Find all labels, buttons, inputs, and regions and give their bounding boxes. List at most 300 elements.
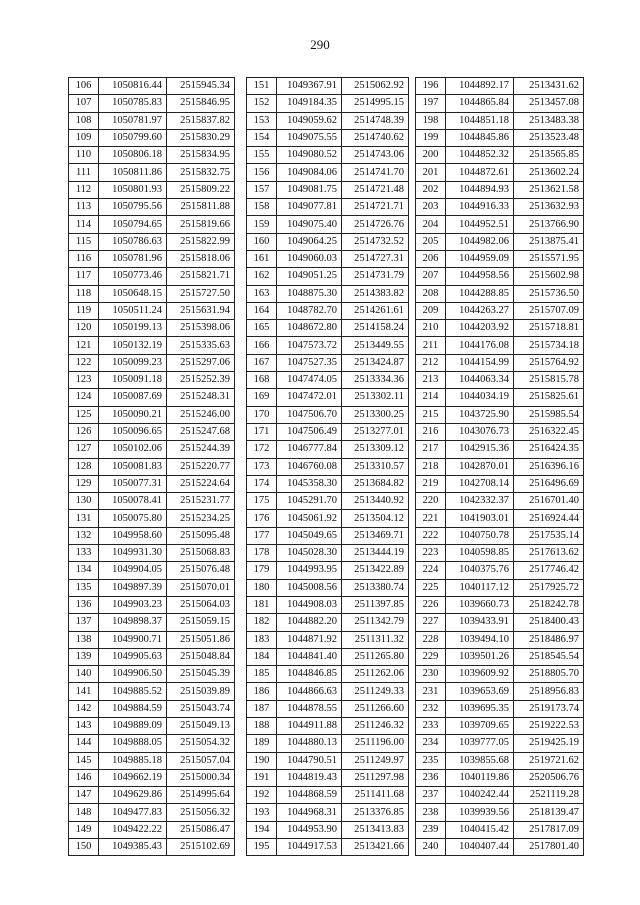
- table-row: [247, 406, 409, 423]
- y-coordinate-cell: 2513424.87: [342, 354, 409, 371]
- point-number-cell: 178: [247, 545, 277, 562]
- y-coordinate-cell: 2513444.19: [342, 545, 409, 562]
- y-coordinate-cell: 2515039.89: [167, 683, 235, 700]
- point-number-cell: 118: [69, 285, 99, 302]
- x-coordinate-cell: 1049885.18: [99, 752, 167, 769]
- y-coordinate-cell: 2519222.53: [514, 717, 584, 734]
- x-coordinate-cell: 1050081.83: [99, 458, 167, 475]
- y-coordinate-cell: 2515631.94: [167, 302, 235, 319]
- x-coordinate-cell: 1049367.91: [277, 78, 342, 95]
- point-number-cell: 221: [416, 510, 446, 527]
- x-coordinate-cell: 1044882.20: [277, 614, 342, 631]
- table-row: [69, 821, 235, 838]
- y-coordinate-cell: 2516424.35: [514, 441, 584, 458]
- y-coordinate-cell: 2515102.69: [167, 839, 235, 856]
- table-row: [247, 441, 409, 458]
- y-coordinate-cell: 2515059.15: [167, 614, 235, 631]
- table-row: [69, 579, 235, 596]
- y-coordinate-cell: 2515571.95: [514, 250, 584, 267]
- point-number-cell: 223: [416, 545, 446, 562]
- x-coordinate-cell: 1049080.52: [277, 147, 342, 164]
- x-coordinate-cell: 1039494.10: [446, 631, 514, 648]
- table-row: [416, 596, 584, 613]
- y-coordinate-cell: 2516924.44: [514, 510, 584, 527]
- table-row: [416, 700, 584, 717]
- y-coordinate-cell: 2521119.28: [514, 787, 584, 804]
- point-number-cell: 153: [247, 112, 277, 129]
- x-coordinate-cell: 1049888.05: [99, 735, 167, 752]
- x-coordinate-cell: 1050795.56: [99, 199, 167, 216]
- point-number-cell: 155: [247, 147, 277, 164]
- y-coordinate-cell: 2515819.66: [167, 216, 235, 233]
- x-coordinate-cell: 1050806.18: [99, 147, 167, 164]
- table-row: [416, 233, 584, 250]
- point-number-cell: 116: [69, 250, 99, 267]
- y-coordinate-cell: 2511196.00: [342, 735, 409, 752]
- table-row: [69, 147, 235, 164]
- point-number-cell: 229: [416, 648, 446, 665]
- table-row: [69, 129, 235, 146]
- table-row: [416, 735, 584, 752]
- y-coordinate-cell: 2513277.01: [342, 423, 409, 440]
- point-number-cell: 175: [247, 493, 277, 510]
- table-row: [247, 821, 409, 838]
- y-coordinate-cell: 2515727.50: [167, 285, 235, 302]
- table-row: [416, 147, 584, 164]
- x-coordinate-cell: 1047527.35: [277, 354, 342, 371]
- table-row: [69, 493, 235, 510]
- y-coordinate-cell: 2513413.83: [342, 821, 409, 838]
- y-coordinate-cell: 2513602.24: [514, 164, 584, 181]
- coordinates-table-left: [68, 77, 235, 856]
- y-coordinate-cell: 2514158.24: [342, 320, 409, 337]
- y-coordinate-cell: 2513469.71: [342, 527, 409, 544]
- point-number-cell: 238: [416, 804, 446, 821]
- point-number-cell: 127: [69, 441, 99, 458]
- x-coordinate-cell: 1047474.05: [277, 372, 342, 389]
- table-row: [247, 683, 409, 700]
- x-coordinate-cell: 1050785.83: [99, 95, 167, 112]
- y-coordinate-cell: 2511262.06: [342, 666, 409, 683]
- point-number-cell: 176: [247, 510, 277, 527]
- x-coordinate-cell: 1049422.22: [99, 821, 167, 838]
- y-coordinate-cell: 2513431.62: [514, 78, 584, 95]
- y-coordinate-cell: 2515818.06: [167, 250, 235, 267]
- point-number-cell: 193: [247, 804, 277, 821]
- y-coordinate-cell: 2515068.83: [167, 545, 235, 562]
- point-number-cell: 172: [247, 441, 277, 458]
- y-coordinate-cell: 2517925.72: [514, 579, 584, 596]
- point-number-cell: 150: [69, 839, 99, 856]
- point-number-cell: 136: [69, 596, 99, 613]
- point-number-cell: 188: [247, 717, 277, 734]
- table-row: [416, 510, 584, 527]
- x-coordinate-cell: 1047506.49: [277, 423, 342, 440]
- x-coordinate-cell: 1044063.34: [446, 372, 514, 389]
- table-row: [69, 596, 235, 613]
- x-coordinate-cell: 1044845.86: [446, 129, 514, 146]
- table-row: [247, 129, 409, 146]
- y-coordinate-cell: 2515945.34: [167, 78, 235, 95]
- table-row: [69, 510, 235, 527]
- x-coordinate-cell: 1039660.73: [446, 596, 514, 613]
- y-coordinate-cell: 2514383.82: [342, 285, 409, 302]
- y-coordinate-cell: 2515718.81: [514, 320, 584, 337]
- table-row: [247, 579, 409, 596]
- x-coordinate-cell: 1050781.96: [99, 250, 167, 267]
- x-coordinate-cell: 1044878.55: [277, 700, 342, 717]
- y-coordinate-cell: 2515043.74: [167, 700, 235, 717]
- table-row: [69, 735, 235, 752]
- x-coordinate-cell: 1044034.19: [446, 389, 514, 406]
- point-number-cell: 145: [69, 752, 99, 769]
- table-row: [247, 735, 409, 752]
- point-number-cell: 216: [416, 423, 446, 440]
- x-coordinate-cell: 1040750.78: [446, 527, 514, 544]
- table-row: [247, 216, 409, 233]
- y-coordinate-cell: 2515064.03: [167, 596, 235, 613]
- y-coordinate-cell: 2515830.29: [167, 129, 235, 146]
- x-coordinate-cell: 1048672.80: [277, 320, 342, 337]
- x-coordinate-cell: 1040119.86: [446, 769, 514, 786]
- table-row: [247, 475, 409, 492]
- table-row: [69, 406, 235, 423]
- table-row: [247, 78, 409, 95]
- y-coordinate-cell: 2515815.78: [514, 372, 584, 389]
- y-coordinate-cell: 2515602.98: [514, 268, 584, 285]
- table-row: [69, 389, 235, 406]
- x-coordinate-cell: 1044982.06: [446, 233, 514, 250]
- x-coordinate-cell: 1049900.71: [99, 631, 167, 648]
- x-coordinate-cell: 1044871.92: [277, 631, 342, 648]
- table-row: [247, 95, 409, 112]
- x-coordinate-cell: 1044846.85: [277, 666, 342, 683]
- table-row: [247, 389, 409, 406]
- table-row: [416, 545, 584, 562]
- point-number-cell: 158: [247, 199, 277, 216]
- point-number-cell: 197: [416, 95, 446, 112]
- y-coordinate-cell: 2515252.39: [167, 372, 235, 389]
- point-number-cell: 114: [69, 216, 99, 233]
- x-coordinate-cell: 1050132.19: [99, 337, 167, 354]
- point-number-cell: 132: [69, 527, 99, 544]
- point-number-cell: 215: [416, 406, 446, 423]
- point-number-cell: 147: [69, 787, 99, 804]
- x-coordinate-cell: 1050811.86: [99, 164, 167, 181]
- point-number-cell: 219: [416, 475, 446, 492]
- table-row: [416, 666, 584, 683]
- point-number-cell: 186: [247, 683, 277, 700]
- point-number-cell: 124: [69, 389, 99, 406]
- y-coordinate-cell: 2511342.79: [342, 614, 409, 631]
- table-row: [247, 769, 409, 786]
- point-number-cell: 234: [416, 735, 446, 752]
- x-coordinate-cell: 1049059.62: [277, 112, 342, 129]
- x-coordinate-cell: 1044908.03: [277, 596, 342, 613]
- point-number-cell: 240: [416, 839, 446, 856]
- table-row: [247, 164, 409, 181]
- x-coordinate-cell: 1049477.83: [99, 804, 167, 821]
- point-number-cell: 134: [69, 562, 99, 579]
- x-coordinate-cell: 1050102.06: [99, 441, 167, 458]
- point-number-cell: 113: [69, 199, 99, 216]
- y-coordinate-cell: 2515045.39: [167, 666, 235, 683]
- point-number-cell: 133: [69, 545, 99, 562]
- point-number-cell: 126: [69, 423, 99, 440]
- point-number-cell: 115: [69, 233, 99, 250]
- table-row: [416, 717, 584, 734]
- y-coordinate-cell: 2515811.88: [167, 199, 235, 216]
- point-number-cell: 231: [416, 683, 446, 700]
- x-coordinate-cell: 1050091.18: [99, 372, 167, 389]
- point-number-cell: 163: [247, 285, 277, 302]
- table-row: [247, 839, 409, 856]
- table-row: [69, 164, 235, 181]
- y-coordinate-cell: 2513422.89: [342, 562, 409, 579]
- point-number-cell: 138: [69, 631, 99, 648]
- point-number-cell: 137: [69, 614, 99, 631]
- table-row: [247, 147, 409, 164]
- point-number-cell: 143: [69, 717, 99, 734]
- y-coordinate-cell: 2515246.00: [167, 406, 235, 423]
- y-coordinate-cell: 2517817.09: [514, 821, 584, 838]
- y-coordinate-cell: 2514721.71: [342, 199, 409, 216]
- table-row: [69, 320, 235, 337]
- y-coordinate-cell: 2513302.11: [342, 389, 409, 406]
- table-row: [69, 614, 235, 631]
- table-row: [416, 354, 584, 371]
- y-coordinate-cell: 2515048.84: [167, 648, 235, 665]
- y-coordinate-cell: 2519173.74: [514, 700, 584, 717]
- y-coordinate-cell: 2514743.06: [342, 147, 409, 164]
- y-coordinate-cell: 2514731.79: [342, 268, 409, 285]
- table-row: [416, 112, 584, 129]
- x-coordinate-cell: 1042332.37: [446, 493, 514, 510]
- table-row: [416, 95, 584, 112]
- x-coordinate-cell: 1049629.86: [99, 787, 167, 804]
- y-coordinate-cell: 2513300.25: [342, 406, 409, 423]
- coordinates-table-right: [415, 77, 584, 856]
- point-number-cell: 199: [416, 129, 446, 146]
- point-number-cell: 187: [247, 700, 277, 717]
- table-row: [416, 302, 584, 319]
- table-row: [69, 475, 235, 492]
- x-coordinate-cell: 1049075.40: [277, 216, 342, 233]
- y-coordinate-cell: 2515054.32: [167, 735, 235, 752]
- x-coordinate-cell: 1041903.01: [446, 510, 514, 527]
- x-coordinate-cell: 1044868.59: [277, 787, 342, 804]
- point-number-cell: 121: [69, 337, 99, 354]
- x-coordinate-cell: 1042708.14: [446, 475, 514, 492]
- y-coordinate-cell: 2515837.82: [167, 112, 235, 129]
- point-number-cell: 146: [69, 769, 99, 786]
- y-coordinate-cell: 2513875.41: [514, 233, 584, 250]
- point-number-cell: 110: [69, 147, 99, 164]
- x-coordinate-cell: 1049064.25: [277, 233, 342, 250]
- y-coordinate-cell: 2519721.62: [514, 752, 584, 769]
- y-coordinate-cell: 2515051.86: [167, 631, 235, 648]
- x-coordinate-cell: 1040598.85: [446, 545, 514, 562]
- y-coordinate-cell: 2511311.32: [342, 631, 409, 648]
- table-row: [247, 112, 409, 129]
- point-number-cell: 237: [416, 787, 446, 804]
- table-row: [247, 458, 409, 475]
- x-coordinate-cell: 1049060.03: [277, 250, 342, 267]
- y-coordinate-cell: 2515834.95: [167, 147, 235, 164]
- x-coordinate-cell: 1050648.15: [99, 285, 167, 302]
- x-coordinate-cell: 1050794.65: [99, 216, 167, 233]
- x-coordinate-cell: 1044866.63: [277, 683, 342, 700]
- point-number-cell: 179: [247, 562, 277, 579]
- table-row: [416, 78, 584, 95]
- table-row: [247, 181, 409, 198]
- x-coordinate-cell: 1046777.84: [277, 441, 342, 458]
- table-row: [69, 441, 235, 458]
- x-coordinate-cell: 1045358.30: [277, 475, 342, 492]
- point-number-cell: 207: [416, 268, 446, 285]
- point-number-cell: 217: [416, 441, 446, 458]
- x-coordinate-cell: 1049662.19: [99, 769, 167, 786]
- point-number-cell: 220: [416, 493, 446, 510]
- point-number-cell: 140: [69, 666, 99, 683]
- table-row: [247, 804, 409, 821]
- y-coordinate-cell: 2513523.48: [514, 129, 584, 146]
- point-number-cell: 129: [69, 475, 99, 492]
- y-coordinate-cell: 2514748.39: [342, 112, 409, 129]
- point-number-cell: 225: [416, 579, 446, 596]
- point-number-cell: 130: [69, 493, 99, 510]
- point-number-cell: 224: [416, 562, 446, 579]
- y-coordinate-cell: 2511266.60: [342, 700, 409, 717]
- point-number-cell: 204: [416, 216, 446, 233]
- x-coordinate-cell: 1050786.63: [99, 233, 167, 250]
- x-coordinate-cell: 1049958.60: [99, 527, 167, 544]
- table-row: [247, 527, 409, 544]
- x-coordinate-cell: 1047573.72: [277, 337, 342, 354]
- y-coordinate-cell: 2513483.38: [514, 112, 584, 129]
- x-coordinate-cell: 1045061.92: [277, 510, 342, 527]
- x-coordinate-cell: 1044865.84: [446, 95, 514, 112]
- y-coordinate-cell: 2513766.90: [514, 216, 584, 233]
- table-row: [247, 250, 409, 267]
- x-coordinate-cell: 1040242.44: [446, 787, 514, 804]
- y-coordinate-cell: 2515056.32: [167, 804, 235, 821]
- table-row: [69, 372, 235, 389]
- x-coordinate-cell: 1044968.31: [277, 804, 342, 821]
- point-number-cell: 181: [247, 596, 277, 613]
- point-number-cell: 168: [247, 372, 277, 389]
- x-coordinate-cell: 1044959.09: [446, 250, 514, 267]
- point-number-cell: 195: [247, 839, 277, 856]
- table-row: [247, 614, 409, 631]
- x-coordinate-cell: 1049905.63: [99, 648, 167, 665]
- x-coordinate-cell: 1040117.12: [446, 579, 514, 596]
- y-coordinate-cell: 2518545.54: [514, 648, 584, 665]
- x-coordinate-cell: 1044203.92: [446, 320, 514, 337]
- point-number-cell: 177: [247, 527, 277, 544]
- point-number-cell: 200: [416, 147, 446, 164]
- x-coordinate-cell: 1044852.32: [446, 147, 514, 164]
- point-number-cell: 125: [69, 406, 99, 423]
- y-coordinate-cell: 2511249.33: [342, 683, 409, 700]
- y-coordinate-cell: 2514726.76: [342, 216, 409, 233]
- y-coordinate-cell: 2515086.47: [167, 821, 235, 838]
- y-coordinate-cell: 2515846.95: [167, 95, 235, 112]
- y-coordinate-cell: 2513310.57: [342, 458, 409, 475]
- y-coordinate-cell: 2518400.43: [514, 614, 584, 631]
- x-coordinate-cell: 1044819.43: [277, 769, 342, 786]
- point-number-cell: 208: [416, 285, 446, 302]
- x-coordinate-cell: 1050077.31: [99, 475, 167, 492]
- x-coordinate-cell: 1044790.51: [277, 752, 342, 769]
- x-coordinate-cell: 1044263.27: [446, 302, 514, 319]
- x-coordinate-cell: 1049184.35: [277, 95, 342, 112]
- table-row: [247, 302, 409, 319]
- point-number-cell: 122: [69, 354, 99, 371]
- y-coordinate-cell: 2515057.04: [167, 752, 235, 769]
- table-row: [416, 216, 584, 233]
- point-number-cell: 108: [69, 112, 99, 129]
- table-row: [416, 406, 584, 423]
- x-coordinate-cell: 1050799.60: [99, 129, 167, 146]
- table-row: [247, 320, 409, 337]
- point-number-cell: 180: [247, 579, 277, 596]
- point-number-cell: 232: [416, 700, 446, 717]
- x-coordinate-cell: 1039653.69: [446, 683, 514, 700]
- y-coordinate-cell: 2513504.12: [342, 510, 409, 527]
- point-number-cell: 198: [416, 112, 446, 129]
- y-coordinate-cell: 2513380.74: [342, 579, 409, 596]
- point-number-cell: 194: [247, 821, 277, 838]
- point-number-cell: 191: [247, 769, 277, 786]
- point-number-cell: 218: [416, 458, 446, 475]
- y-coordinate-cell: 2517613.62: [514, 545, 584, 562]
- x-coordinate-cell: 1044953.90: [277, 821, 342, 838]
- table-row: [416, 839, 584, 856]
- x-coordinate-cell: 1047472.01: [277, 389, 342, 406]
- table-row: [69, 804, 235, 821]
- x-coordinate-cell: 1045291.70: [277, 493, 342, 510]
- table-row: [247, 510, 409, 527]
- point-number-cell: 205: [416, 233, 446, 250]
- y-coordinate-cell: 2511265.80: [342, 648, 409, 665]
- x-coordinate-cell: 1049051.25: [277, 268, 342, 285]
- table-row: [247, 666, 409, 683]
- point-number-cell: 239: [416, 821, 446, 838]
- point-number-cell: 156: [247, 164, 277, 181]
- point-number-cell: 202: [416, 181, 446, 198]
- table-row: [416, 164, 584, 181]
- x-coordinate-cell: 1048875.30: [277, 285, 342, 302]
- x-coordinate-cell: 1040375.76: [446, 562, 514, 579]
- point-number-cell: 141: [69, 683, 99, 700]
- y-coordinate-cell: 2518805.70: [514, 666, 584, 683]
- table-row: [247, 545, 409, 562]
- x-coordinate-cell: 1043076.73: [446, 423, 514, 440]
- y-coordinate-cell: 2515707.09: [514, 302, 584, 319]
- x-coordinate-cell: 1050801.93: [99, 181, 167, 198]
- y-coordinate-cell: 2513421.66: [342, 839, 409, 856]
- x-coordinate-cell: 1045049.65: [277, 527, 342, 544]
- table-row: [416, 804, 584, 821]
- y-coordinate-cell: 2511397.85: [342, 596, 409, 613]
- table-row: [69, 112, 235, 129]
- y-coordinate-cell: 2518242.78: [514, 596, 584, 613]
- y-coordinate-cell: 2517801.40: [514, 839, 584, 856]
- y-coordinate-cell: 2515070.01: [167, 579, 235, 596]
- y-coordinate-cell: 2515220.77: [167, 458, 235, 475]
- x-coordinate-cell: 1048782.70: [277, 302, 342, 319]
